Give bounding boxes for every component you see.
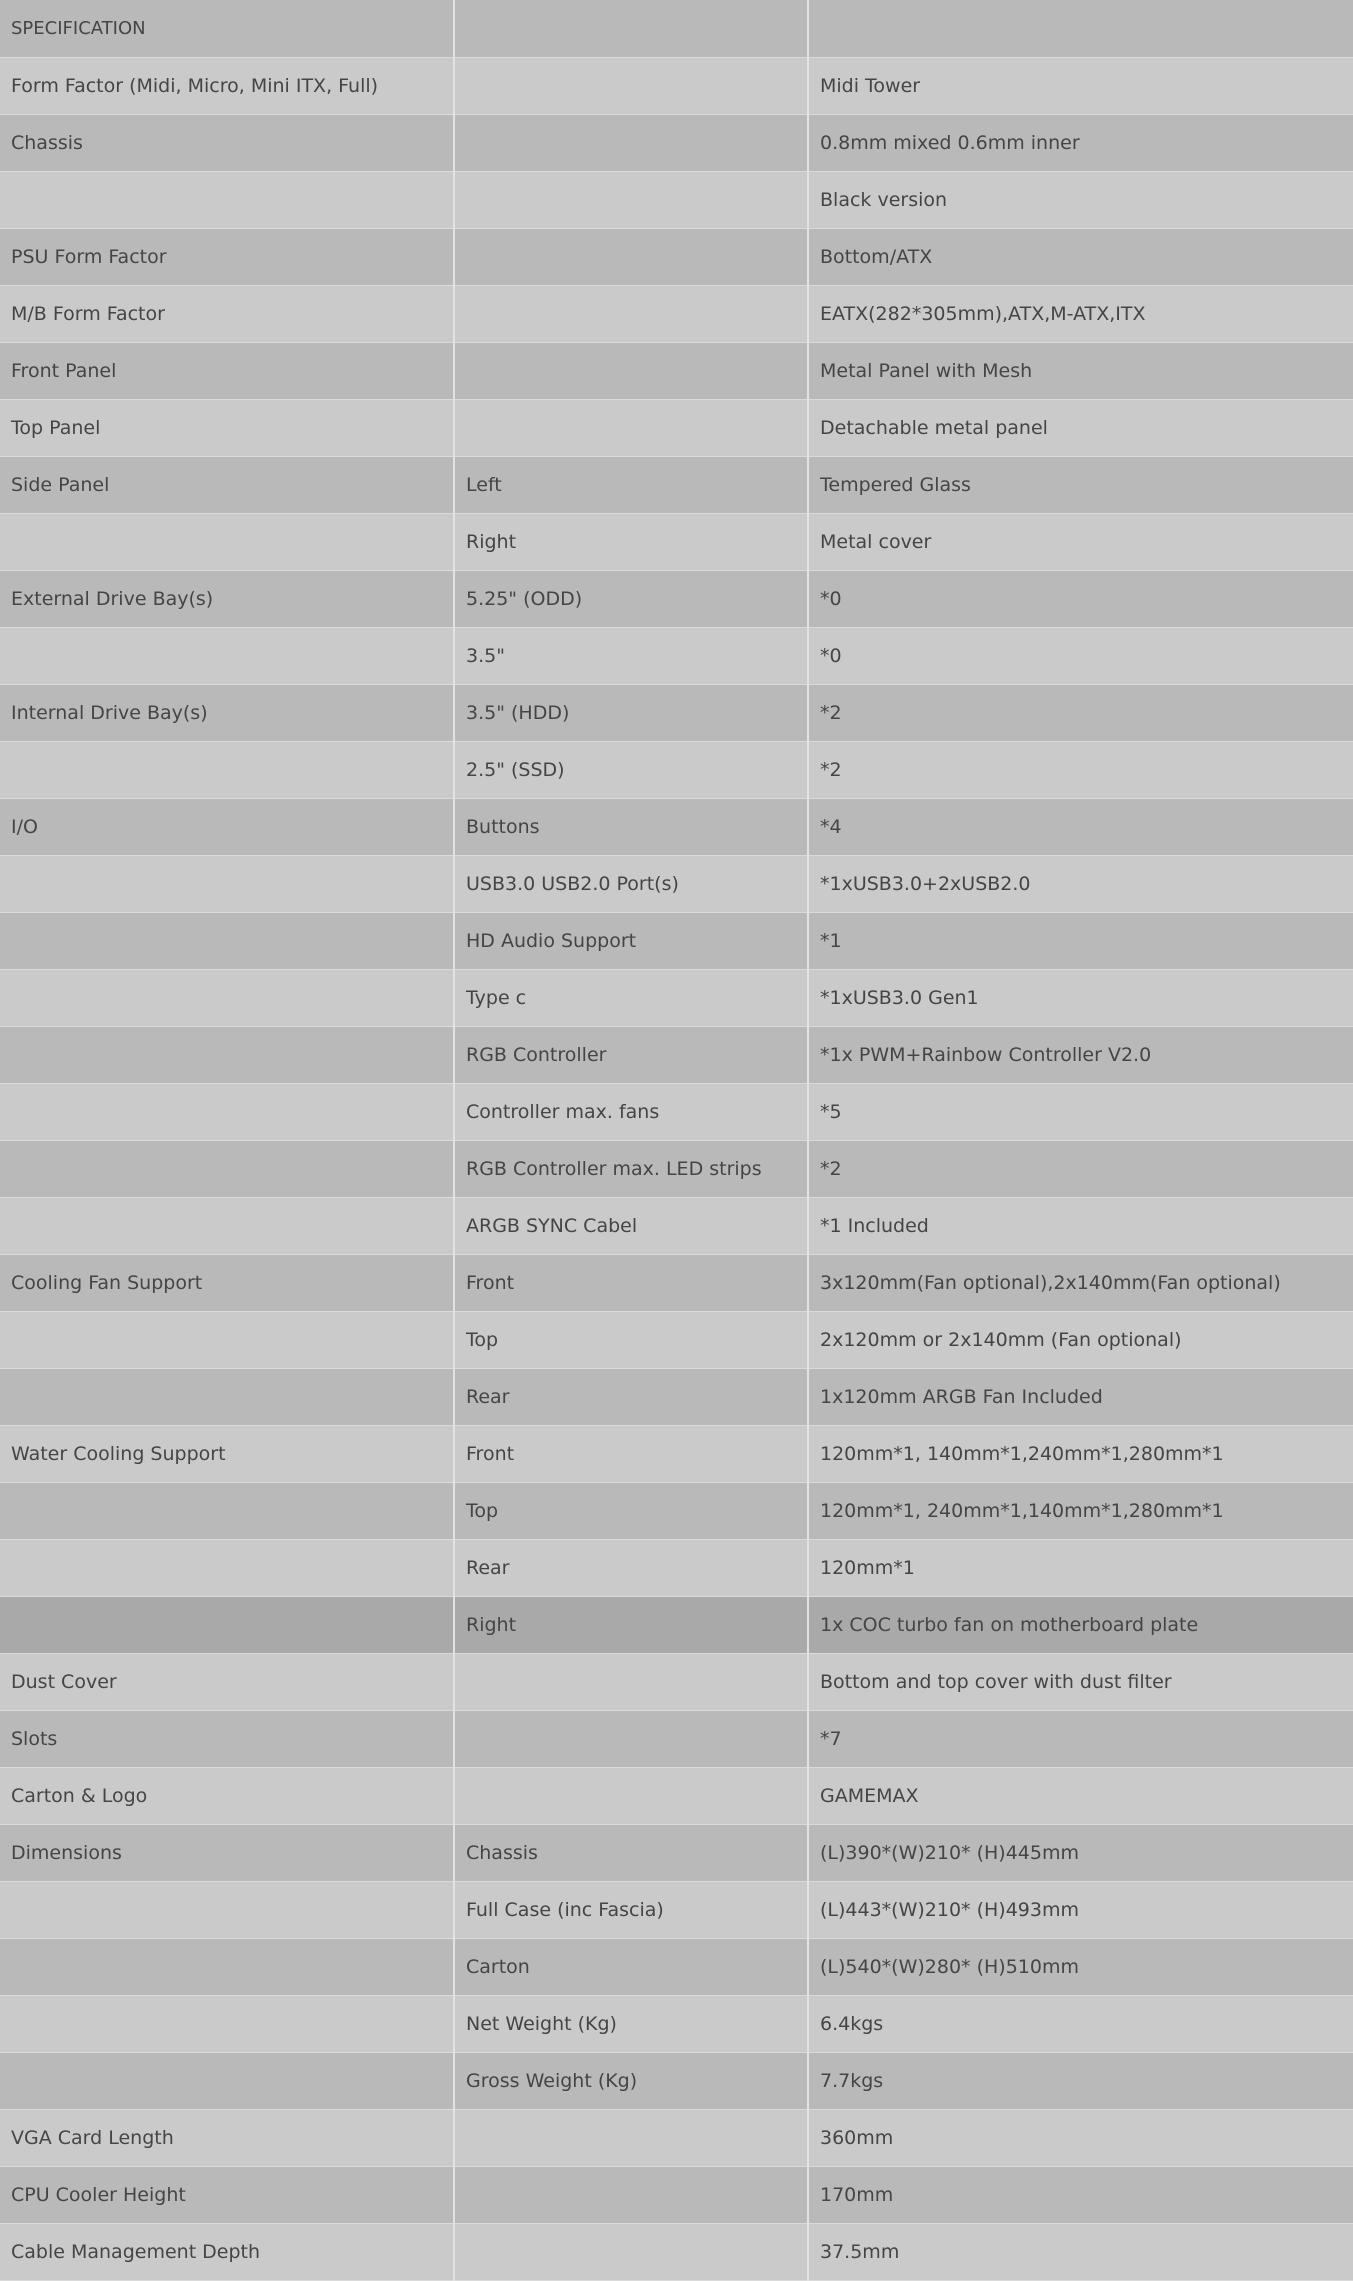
table-row [0,684,1353,741]
spec-label: Internal Drive Bay(s) [0,684,454,741]
spec-value: *2 [808,1140,1353,1197]
spec-label: Dust Cover [0,1653,454,1710]
spec-value: *1 Included [808,1197,1353,1254]
table-row [0,1995,1353,2052]
spec-label [0,627,454,684]
spec-value: 2x120mm or 2x140mm (Fan optional) [808,1311,1353,1368]
spec-label: M/B Form Factor [0,285,454,342]
spec-label [0,1026,454,1083]
spec-value: 3x120mm(Fan optional),2x140mm(Fan optional) [808,1254,1353,1311]
spec-value: *2 [808,684,1353,741]
table-row [0,2052,1353,2109]
spec-value: *1xUSB3.0 Gen1 [808,969,1353,1026]
spec-label: Dimensions [0,1824,454,1881]
spec-label [0,912,454,969]
spec-label [0,1482,454,1539]
spec-sublabel [454,1767,808,1824]
table-row [0,2109,1353,2166]
header-col2 [454,0,808,57]
spec-sublabel: Rear [454,1539,808,1596]
spec-value: *5 [808,1083,1353,1140]
spec-value: *0 [808,570,1353,627]
spec-sublabel: Carton [454,1938,808,1995]
spec-sublabel: Top [454,1482,808,1539]
spec-label [0,969,454,1026]
table-row [0,1425,1353,1482]
spec-value: *4 [808,798,1353,855]
table-row [0,1539,1353,1596]
spec-label: Side Panel [0,456,454,513]
spec-sublabel: Front [454,1425,808,1482]
spec-sublabel: 2.5" (SSD) [454,741,808,798]
spec-value: *1 [808,912,1353,969]
spec-label [0,1197,454,1254]
spec-value: (L)390*(W)210* (H)445mm [808,1824,1353,1881]
spec-sublabel: 3.5" (HDD) [454,684,808,741]
spec-sublabel: RGB Controller [454,1026,808,1083]
table-row [0,741,1353,798]
spec-value: 7.7kgs [808,2052,1353,2109]
spec-value: (L)443*(W)210* (H)493mm [808,1881,1353,1938]
spec-sublabel [454,2166,808,2223]
table-row [0,627,1353,684]
spec-sublabel: HD Audio Support [454,912,808,969]
spec-sublabel [454,57,808,114]
spec-sublabel [454,1710,808,1767]
table-row [0,1140,1353,1197]
spec-sublabel: Controller max. fans [454,1083,808,1140]
table-row [0,1083,1353,1140]
spec-sublabel [454,171,808,228]
spec-sublabel: Right [454,1596,808,1653]
spec-label [0,1539,454,1596]
spec-label: Slots [0,1710,454,1767]
spec-value: Bottom/ATX [808,228,1353,285]
spec-sublabel: Gross Weight (Kg) [454,2052,808,2109]
spec-value: (L)540*(W)280* (H)510mm [808,1938,1353,1995]
table-row [0,1881,1353,1938]
table-row [0,2166,1353,2223]
spec-label [0,1140,454,1197]
spec-sublabel [454,228,808,285]
spec-value: 37.5mm [808,2223,1353,2280]
table-row [0,2223,1353,2280]
spec-label [0,1995,454,2052]
spec-label: VGA Card Length [0,2109,454,2166]
spec-sublabel: RGB Controller max. LED strips [454,1140,808,1197]
spec-value: Tempered Glass [808,456,1353,513]
table-row [0,1653,1353,1710]
table-row [0,1311,1353,1368]
spec-sublabel [454,342,808,399]
spec-sublabel: Net Weight (Kg) [454,1995,808,2052]
spec-value: EATX(282*305mm),ATX,M-ATX,ITX [808,285,1353,342]
table-row [0,798,1353,855]
spec-sublabel: USB3.0 USB2.0 Port(s) [454,855,808,912]
header-title: SPECIFICATION [0,0,454,57]
spec-sublabel [454,2109,808,2166]
spec-value: 120mm*1, 240mm*1,140mm*1,280mm*1 [808,1482,1353,1539]
table-row [0,855,1353,912]
table-row [0,1197,1353,1254]
spec-label [0,1938,454,1995]
spec-label: Top Panel [0,399,454,456]
spec-value: *7 [808,1710,1353,1767]
table-header-row [0,0,1353,57]
spec-value: 0.8mm mixed 0.6mm inner [808,114,1353,171]
table-row [0,1767,1353,1824]
spec-label: Front Panel [0,342,454,399]
table-row [0,285,1353,342]
spec-label: Water Cooling Support [0,1425,454,1482]
spec-label: Carton & Logo [0,1767,454,1824]
spec-sublabel: Right [454,513,808,570]
spec-value: Metal Panel with Mesh [808,342,1353,399]
spec-value: 1x120mm ARGB Fan Included [808,1368,1353,1425]
spec-label: PSU Form Factor [0,228,454,285]
table-row [0,1710,1353,1767]
spec-label: External Drive Bay(s) [0,570,454,627]
spec-sublabel: Chassis [454,1824,808,1881]
spec-value: 1x COC turbo fan on motherboard plate [808,1596,1353,1653]
spec-sublabel: Type c [454,969,808,1026]
table-row [0,171,1353,228]
spec-value: 120mm*1, 140mm*1,240mm*1,280mm*1 [808,1425,1353,1482]
spec-sublabel [454,285,808,342]
spec-value: Bottom and top cover with dust filter [808,1653,1353,1710]
table-row [0,513,1353,570]
table-row [0,1596,1353,1653]
table-row [0,114,1353,171]
table-row [0,1482,1353,1539]
header-col3 [808,0,1353,57]
table-row [0,1254,1353,1311]
spec-label [0,171,454,228]
spec-label [0,513,454,570]
spec-label: Cable Management Depth [0,2223,454,2280]
spec-sublabel: Left [454,456,808,513]
table-row [0,1026,1353,1083]
spec-label: Form Factor (Midi, Micro, Mini ITX, Full) [0,57,454,114]
spec-sublabel [454,1653,808,1710]
spec-value: 360mm [808,2109,1353,2166]
table-row [0,570,1353,627]
table-row [0,969,1353,1026]
spec-value: 6.4kgs [808,1995,1353,2052]
spec-value: *1xUSB3.0+2xUSB2.0 [808,855,1353,912]
table-row [0,399,1353,456]
spec-sublabel: 3.5" [454,627,808,684]
spec-sublabel [454,114,808,171]
spec-sublabel: Top [454,1311,808,1368]
spec-sublabel: Buttons [454,798,808,855]
spec-sublabel [454,399,808,456]
spec-value: 120mm*1 [808,1539,1353,1596]
spec-value: Detachable metal panel [808,399,1353,456]
table-row [0,228,1353,285]
spec-label [0,1311,454,1368]
spec-label: I/O [0,798,454,855]
spec-label [0,2052,454,2109]
spec-sublabel: 5.25" (ODD) [454,570,808,627]
spec-value: Black version [808,171,1353,228]
spec-value: *2 [808,741,1353,798]
spec-value: Midi Tower [808,57,1353,114]
spec-label [0,1083,454,1140]
spec-sublabel: Front [454,1254,808,1311]
spec-value: GAMEMAX [808,1767,1353,1824]
table-row [0,1938,1353,1995]
spec-label [0,1596,454,1653]
spec-value: Metal cover [808,513,1353,570]
table-row [0,1824,1353,1881]
spec-label [0,1368,454,1425]
table-row [0,456,1353,513]
spec-label: Cooling Fan Support [0,1254,454,1311]
spec-label: Chassis [0,114,454,171]
spec-sublabel: Rear [454,1368,808,1425]
spec-sublabel: Full Case (inc Fascia) [454,1881,808,1938]
spec-label [0,741,454,798]
table-row [0,342,1353,399]
spec-value: *0 [808,627,1353,684]
spec-value: *1x PWM+Rainbow Controller V2.0 [808,1026,1353,1083]
table-row [0,57,1353,114]
table-row [0,1368,1353,1425]
spec-label [0,1881,454,1938]
spec-label [0,855,454,912]
spec-sublabel [454,2223,808,2280]
spec-label: CPU Cooler Height [0,2166,454,2223]
spec-value: 170mm [808,2166,1353,2223]
table-row [0,912,1353,969]
spec-sublabel: ARGB SYNC Cabel [454,1197,808,1254]
